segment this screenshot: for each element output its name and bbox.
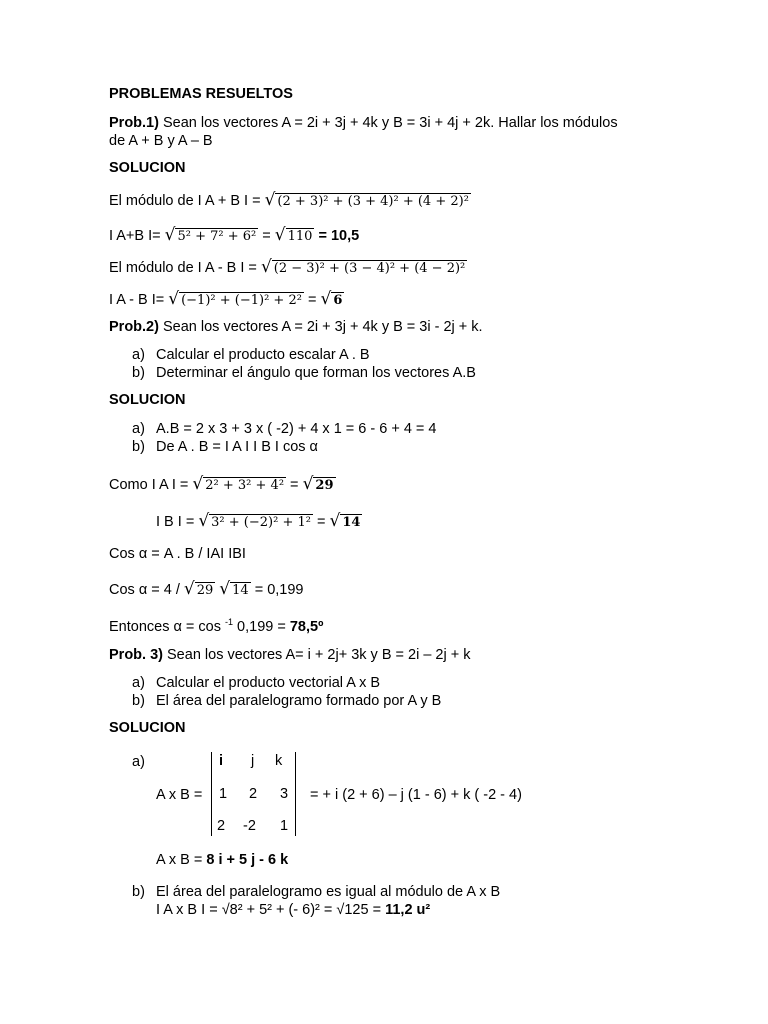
equation-sum-modulus: El módulo de I A + B I = √ (2 + 3)² + (3 + 4)² + (4 + 2)²: [109, 190, 469, 210]
determinant-left-bar: [211, 752, 212, 836]
problem-1-statement-cont: de A + B y A – B: [109, 133, 213, 149]
matrix-cell: 3: [280, 786, 289, 802]
equation-sum-result: I A+B I= √ 5² + 7² + 6² = √ 110 = 10,5: [109, 225, 360, 245]
list-item: b) El área del paralelogramo es igual al módulo de A x B: [132, 884, 501, 900]
determinant-right-bar: [295, 752, 296, 836]
equation-modulus-a: Como I A I = √ 2² + 3² + 4² = √ 29: [109, 474, 334, 494]
problem-3-statement: Prob. 3) Sean los vectores A= i + 2j+ 3k y B = 2i – 2j + k: [109, 647, 471, 663]
solution-heading-1: SOLUCION: [109, 160, 186, 176]
matrix-cell: i: [219, 753, 224, 769]
determinant-expansion: = + i (2 + 6) – j (1 - 6) + k ( -2 - 4): [310, 787, 522, 803]
equation-cos-formula: Cos α = A . B / IAI IBI: [109, 546, 246, 562]
matrix-cell: 1: [219, 786, 228, 802]
list-item: b) Determinar el ángulo que forman los vectores A.B: [132, 365, 476, 381]
equation-modulus-b: I B I = √ 3² + (−2)² + 1² = √ 14: [156, 511, 361, 531]
problem-1-statement: Prob.1) Sean los vectores A = 2i + 3j + 4k y B = 3i + 4j + 2k. Hallar los módulos: [109, 115, 618, 131]
list-item: b) El área del paralelogramo formado por A y B: [132, 693, 442, 709]
equation-diff-modulus: El módulo de I A - B I = √ (2 − 3)² + (3 − 4)² + (4 − 2)²: [109, 257, 466, 277]
solution-heading-2: SOLUCION: [109, 392, 186, 408]
matrix-cell: 1: [280, 818, 289, 834]
list-item: a) Calcular el producto escalar A . B: [132, 347, 370, 363]
equation-diff-result: I A - B I= √ (−1)² + (−1)² + 2² = √ 6: [109, 289, 343, 309]
matrix-cell: 2: [249, 786, 258, 802]
solution-heading-3: SOLUCION: [109, 720, 186, 736]
list-item: a) Calcular el producto vectorial A x B: [132, 675, 381, 691]
matrix-cell: k: [275, 753, 283, 769]
page-title: PROBLEMAS RESUELTOS: [109, 86, 293, 102]
part-a-label: a): [132, 754, 145, 770]
list-item: a) A.B = 2 x 3 + 3 x ( -2) + 4 x 1 = 6 - 6 + 4 = 4: [132, 421, 437, 437]
problem-2-statement: Prob.2) Sean los vectores A = 2i + 3j + 4k y B = 3i - 2j + k.: [109, 319, 483, 335]
matrix-cell: 2: [217, 818, 226, 834]
area-calculation: I A x B I = √8² + 5² + (- 6)² = √125 = 11,2 u²: [156, 902, 431, 918]
list-item: b) De A . B = I A I I B I cos α: [132, 439, 318, 455]
cross-product-result: A x B = 8 i + 5 j - 6 k: [156, 852, 289, 868]
equation-cos-value: Cos α = 4 / √ 29 √ 14 = 0,199: [109, 579, 304, 599]
cross-product-label: A x B =: [156, 787, 203, 803]
matrix-cell: j: [251, 753, 255, 769]
matrix-cell: -2: [243, 818, 256, 834]
equation-angle-result: Entonces α = cos $^{-1}$ 0,199 = 78,5º: [109, 617, 324, 635]
